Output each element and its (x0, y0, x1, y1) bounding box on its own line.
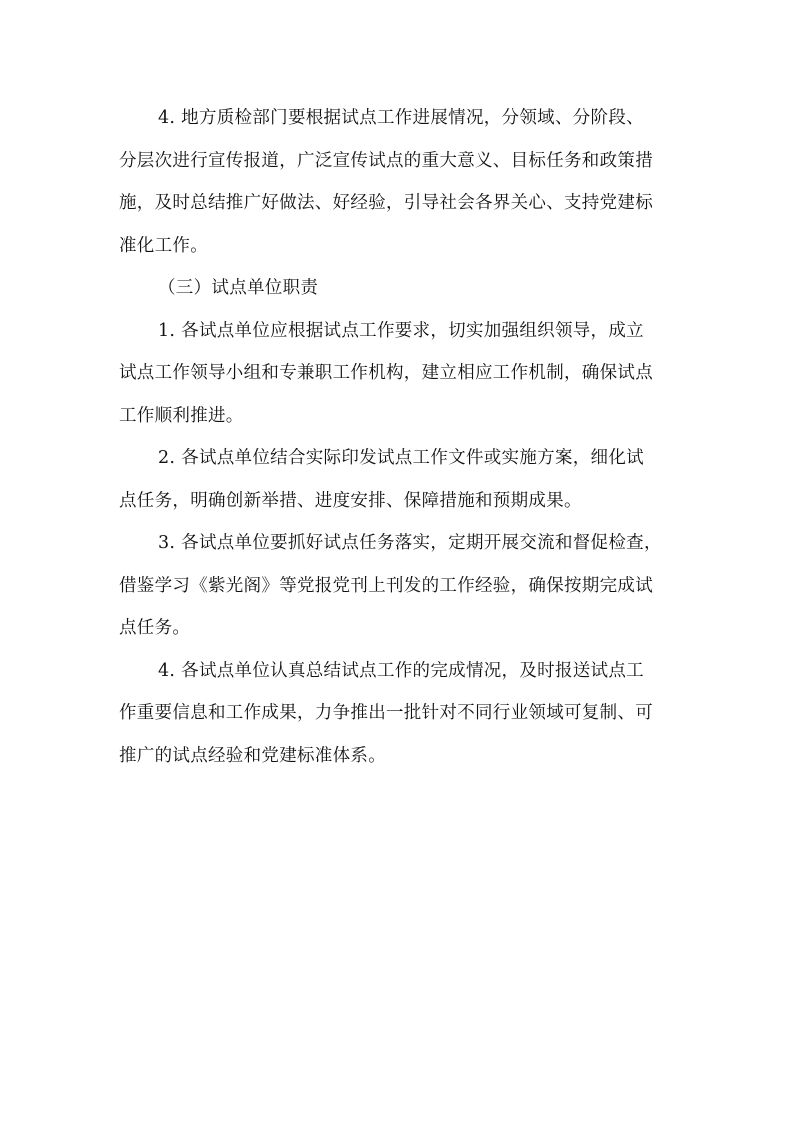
paragraph-line: 点任务，明确创新举措、进度安排、保障措施和预期成果。 (119, 490, 582, 511)
paragraph-line: 2. 各试点单位结合实际印发试点工作文件或实施方案，细化试 (158, 448, 644, 468)
paragraph-line: 试点工作领导小组和专兼职工作机构，建立相应工作机制，确保试点 (119, 363, 653, 383)
paragraph-line: 借鉴学习《紫光阁》等党报党刊上刊发的工作经验，确保按期完成试 (119, 575, 653, 596)
paragraph-3-pilot-unit (119, 522, 675, 650)
paragraph-4-quality-inspection (119, 97, 675, 267)
paragraph-line: 4. 各试点单位认真总结试点工作的完成情况，及时报送试点工 (158, 660, 644, 681)
paragraph-line: 4. 地方质检部门要根据试点工作进展情况，分领域、分阶段、 (158, 108, 644, 128)
paragraph-line: 分层次进行宣传报道，广泛宣传试点的重大意义、目标任务和政策措 (119, 150, 653, 171)
paragraph-line: 准化工作。 (119, 235, 208, 256)
paragraph-4-pilot-unit (119, 650, 675, 778)
paragraph-line: 3. 各试点单位要抓好试点任务落实，定期开展交流和督促检查， (158, 533, 662, 553)
paragraph-line: 施，及时总结推广好做法、好经验，引导社会各界关心、支持党建标 (119, 193, 653, 213)
paragraph-line: 推广的试点经验和党建标准体系。 (119, 745, 386, 766)
paragraph-line: 工作顺利推进。 (119, 405, 244, 426)
document-body (119, 97, 675, 777)
paragraph-line: 点任务。 (119, 618, 191, 638)
paragraph-line: 1. 各试点单位应根据试点工作要求，切实加强组织领导，成立 (158, 320, 644, 341)
section-heading: （三）试点单位职责 (158, 278, 319, 298)
paragraph-1-pilot-unit (119, 310, 675, 438)
paragraph-2-pilot-unit (119, 437, 675, 522)
paragraph-line: 作重要信息和工作成果，力争推出一批针对不同行业领域可复制、可 (119, 703, 653, 723)
